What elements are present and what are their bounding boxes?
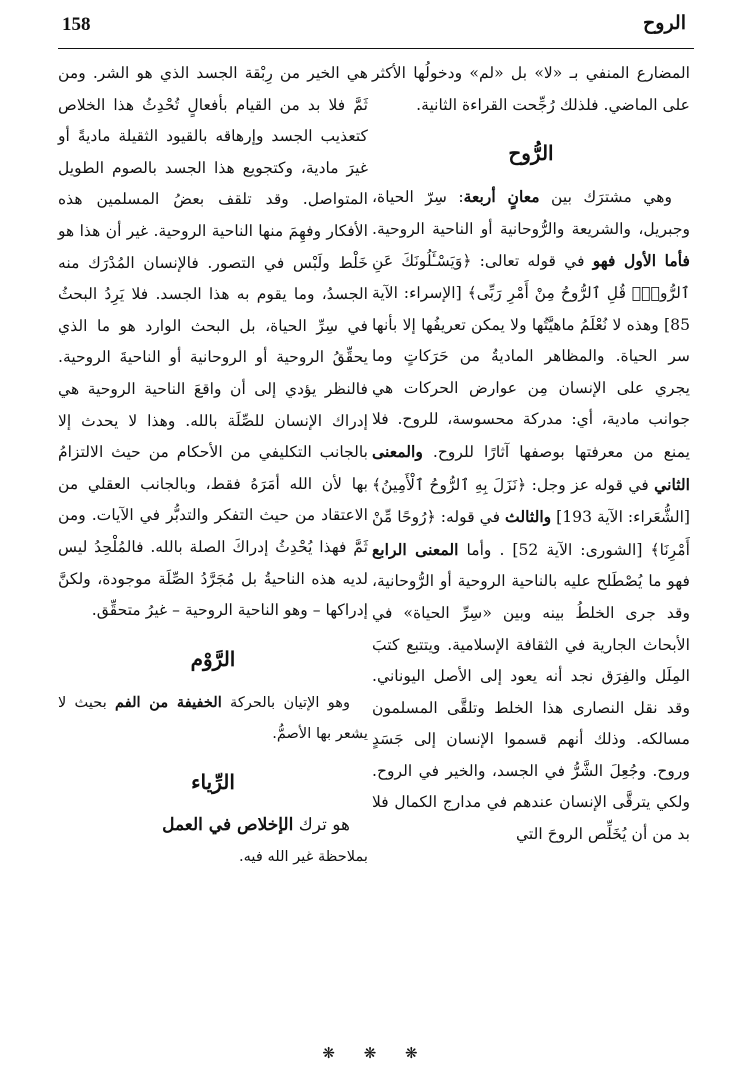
quran-quote: ﴿رُوحًا مِّنْ أَمْرِنَا﴾: [372, 508, 690, 559]
running-head-title: الروح: [643, 12, 686, 34]
bold-term: والمعنى الثاني: [372, 441, 691, 494]
header-rule: [58, 48, 694, 49]
text-run: [الشورى: الآية 52] . وأما: [458, 540, 651, 559]
quran-quote: ﴿نَزَلَ بِهِ ٱلرُّوحُ ٱلْأَمِينُ﴾: [372, 475, 527, 494]
continued-paragraph: هي الخير من رِبْقة الجسد الذي هو الشر. ومن ثَمَّ فلا بد من القيام بأفعالٍ تُحْدِثُ هذا الخلاص كتعذيب الجسد وإرهاقه بالقيود الثقيلة ماديةً أو غيرَ مادية، وكتجويع هذا الجسد بالصوم الطويل المتواصل. وقد تلقف بعضُ المسلمين هذه الأفكار وفهِمَ منها الناحية الروحية. غير أن هذا هو خَلْط ولَبْس في التصور. فالإنسان المُدْرَك منه الجسدُ، وما يقوم به هذا الجسد. فلا يَرِدُ البحثُ في سِرِّ الحياة، بل البحث الوارد هو ما الذي يحقِّقُ الروحية أو الروحانية أو الناحيةَ الروحية. فالنظر يؤدي إلى أن واقعَ الناحية الروحية هي إدراك الإنسان للصِّلَة بالله. وهذا لا يحدث إلا بالجانب التكليفي من الأحكام من حيث الالتزامُ بها لأن الله أمَرَهُ فقط، وبالجانب العقلي من الاعتقاد من حيث التفكر والتدبُّر في الآيات. ومن ثَمَّ فهذا يُحْدِثُ إدراكَ الصلة بالله. فالمُلْحِدُ ليس لديه هذه الناحيةُ بل مُجَرَّدُ الصِّلَة موجودة، ولكنَّ إدراكها – وهو الناحية الروحية – غيرُ متحقِّق.: [58, 64, 368, 620]
text-run: في قوله تعالى:: [471, 252, 593, 271]
text-run: وهو الإتيان بالحركة: [221, 693, 350, 711]
bold-term: والثالث: [505, 507, 552, 527]
text-run: بملاحظة غير الله فيه.: [238, 848, 368, 866]
text-run: بحيث لا يشعر بها الأصمُّ.: [58, 693, 368, 743]
entry-title-al-ruh: الرُّوح: [508, 141, 554, 166]
text-run: [الشُّعَراء: الآية 193]: [551, 508, 691, 527]
text-run: في قوله:: [435, 508, 506, 527]
text-run: : سِرّ الحياة، وجبريل، والشريعة والرُّوحانية أو الناحية الروحية.: [372, 188, 690, 238]
entry-title-al-riya: الرِّياء: [191, 769, 235, 794]
bold-term: الإخلاص في العمل: [162, 814, 294, 835]
page-number: 158: [62, 14, 91, 35]
entry-title-al-rawm: الرَّوْم: [190, 646, 236, 671]
bold-term: المعنى الرابع: [372, 539, 459, 559]
entry-body-al-ruh: [372, 181, 690, 850]
bold-term: الخفيفة من الفم: [115, 693, 222, 711]
text-run: [الإسراء: الآية 85] وهذه لا نُعْلَمُ ماهيَّتُها ولا يمكن تعريفُها إلا بأنها سر الحياة. والمظاهر الماديةُ من حَرَكاتٍ وما يجري على الإنسان مِن عوارض الحركات هي جوانب مادية، أي: مدركة محسوسة، للروح. فلا يمنع من معرفتها بوصفها آثارًا للروح.: [372, 283, 690, 461]
continued-paragraph: المضارع المنفي بـ «لا» بل «لم» ودخولُها الأكثر على الماضي. فلذلك رُجِّحت القراءة الثانية.: [372, 64, 690, 114]
entry-body-al-riya: [58, 810, 368, 873]
text-run: وهي مشترَك بين: [539, 188, 672, 207]
right-column: [372, 58, 690, 1018]
text-run: فهو ما يُصْطَلح عليه بالناحية الروحية أو الرُّوحانية، وقد جرى الخلطُ بينه وبين «سِرِّ الحياة» في الأبحاث الجارية في الثقافة الإسلامية. ويتتبع كتبَ المِلَل والفِرَق نجد أنه يعود إلى الأصل اليوناني. وقد نقل النصارى هذا الخلط وتلقَّى المسلمون مسالكه. وذلك أنهم قسموا الإنسان إلى جَسَدٍ وروح. وجُعِلَ الشَّرُّ في الجسد، والخير في الروح. ولكي يترقَّى الإنسان عندهم في مدارج الكمال فلا بد من أن يُخَلِّص الروحَ التي: [372, 572, 690, 844]
bold-term: فأما الأول فهو: [592, 251, 690, 271]
bold-term: معانٍ أربعة: [463, 187, 540, 207]
entry-body-al-rawm: [58, 687, 368, 750]
footer-ornament: ❋ ❋ ❋: [322, 1044, 430, 1062]
text-run: هو ترك: [293, 814, 350, 835]
text-run: في قوله عز وجل:: [526, 475, 655, 494]
quran-quote: ﴿وَيَسْـَٔلُونَكَ عَنِ ٱلرُّوحِۖ قُلِ ٱلرُّوحُ مِنْ أَمْرِ رَبِّى﴾: [372, 252, 691, 302]
left-column: [58, 58, 368, 1018]
